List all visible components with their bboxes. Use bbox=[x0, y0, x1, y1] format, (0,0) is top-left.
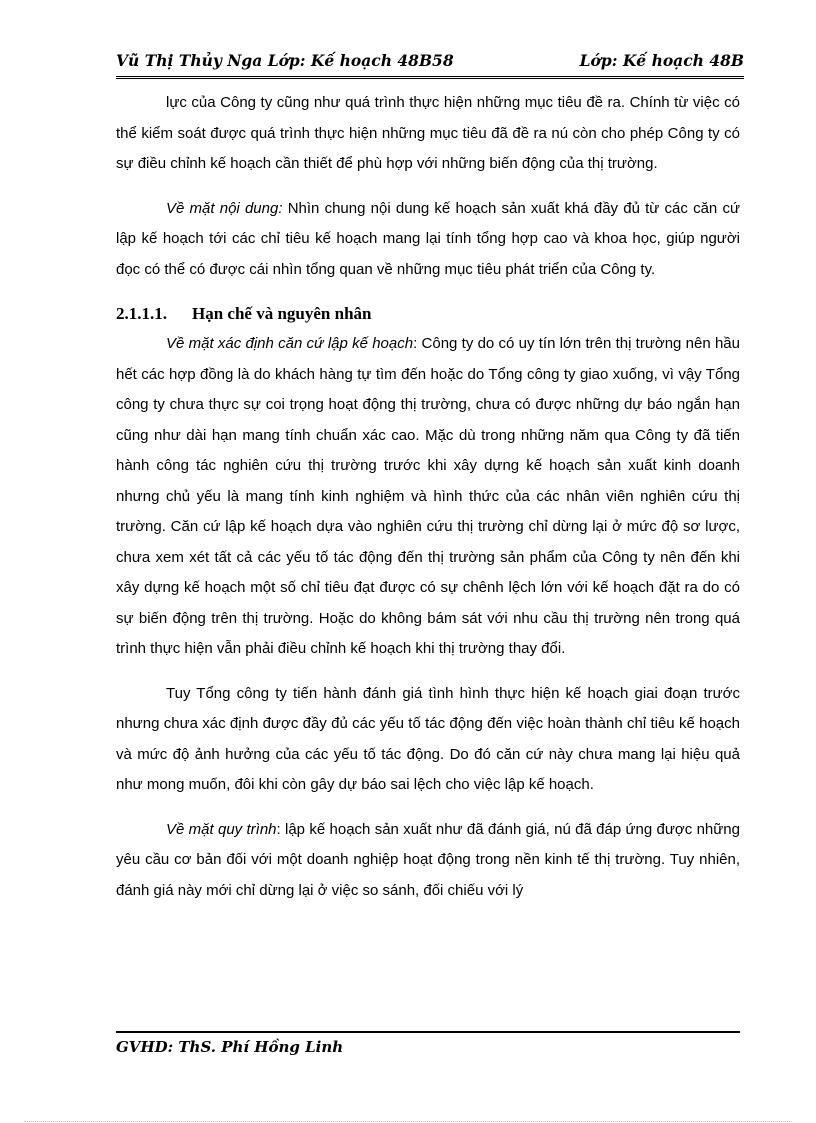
footer-divider bbox=[116, 1031, 740, 1033]
page-footer: GVHD: ThS. Phí Hồng Linh bbox=[116, 1038, 344, 1056]
header-class: Lớp: Kế hoạch 48B bbox=[579, 51, 744, 70]
paragraph-4: Tuy Tổng công ty tiến hành đánh giá tình hình thực hiện kế hoạch giai đoạn trước nhưng chưa xác định được đầy đủ các yếu tố tác động đến việc hoàn thành chỉ tiêu kế hoạch và mức độ ảnh hưởng của các yếu tố tác động. Do đó căn cứ này chưa mang lại hiệu quả như mong muốn, đôi khi còn gây dự báo sai lệch cho việc lập kế hoạch. bbox=[116, 684, 740, 793]
paragraph-1: lực của Công ty cũng như quá trình thực hiện những mục tiêu đề ra. Chính từ việc có thể kiểm soát được quá trình thực hiện những mục tiêu đã đề ra nú còn cho phép Công ty có sự điều chỉnh kế hoạch cần thiết để phù hợp với những biến động của thị trường. bbox=[116, 94, 740, 172]
page-bottom-border bbox=[24, 1121, 792, 1122]
paragraph-5-lead: Về mặt quy trình bbox=[166, 820, 277, 838]
paragraph-5 bbox=[116, 815, 740, 907]
paragraph-5-text: : lập kế hoạch sản xuất như đã đánh giá, nú đã đáp ứng được những yêu cầu cơ bản đối với một doanh nghiệp hoạt động trong nền kinh tế thị trường. Tuy nhiên, đánh giá này mới chỉ dừng lại ở việc so sánh, đối chiếu với lý bbox=[116, 820, 740, 899]
paragraph-2-lead: Về mặt nội dung: bbox=[166, 199, 283, 217]
paragraph-3-lead: Về mặt xác định căn cứ lập kế hoạch bbox=[166, 335, 414, 352]
paragraph-2 bbox=[116, 194, 740, 286]
paragraph-3-text: : Công ty do có uy tín lớn trên thị trường nên hầu hết các hợp đồng là do khách hàng tự tìm đến hoặc do Tổng công ty giao xuống, vì vậy Tổng công ty chưa thực sự coi trọng hoạt động thị trường, chưa có được những dự báo ngắn hạn cũng như dài hạn mang tính chuẩn xác cao. Mặc dù trong những năm qua Công ty đã tiến hành công tác nghiên cứu thị trường trước khi xây dựng kế hoạch sản xuất kinh doanh nhưng chủ yếu là mang tính kinh nghiệm và hình thức của các nhân viên nghiên cứu thị trường. Căn cứ lập kế hoạch dựa vào nghiên cứu thị trường chỉ dừng lại ở mức độ sơ lược, chưa xem xét tất cả các yếu tố tác động đến thị trường sản phẩm của Công ty nên đến khi xây dựng kế hoạch một số chỉ tiêu đạt được có sự chênh lệch lớn với kế hoạch đặt ra do có sự biến động trên thị trường. Hoặc do không bám sát với nhu cầu thị trường nên trong quá trình thực hiện vẫn phải điều chỉnh kế hoạch khi thị trường thay đổi. bbox=[116, 335, 740, 657]
document-body bbox=[116, 88, 740, 920]
paragraph-2-text: Nhìn chung nội dung kế hoạch sản xuất khá đầy đủ từ các căn cứ lập kế hoạch tới các chỉ tiêu kế hoạch mang lại tính tổng hợp cao và khoa học, giúp người đọc có thể có được cái nhìn tổng quan về những mục tiêu phát triển của Công ty. bbox=[116, 199, 740, 278]
section-number: 2.1.1.1. bbox=[116, 304, 167, 323]
page-header bbox=[116, 48, 744, 79]
section-heading bbox=[116, 299, 740, 329]
section-title: Hạn chế và nguyên nhân bbox=[192, 304, 372, 323]
header-author-class: Vũ Thị Thủy Nga Lớp: Kế hoạch 48B58 bbox=[116, 51, 454, 70]
paragraph-3 bbox=[116, 329, 740, 665]
